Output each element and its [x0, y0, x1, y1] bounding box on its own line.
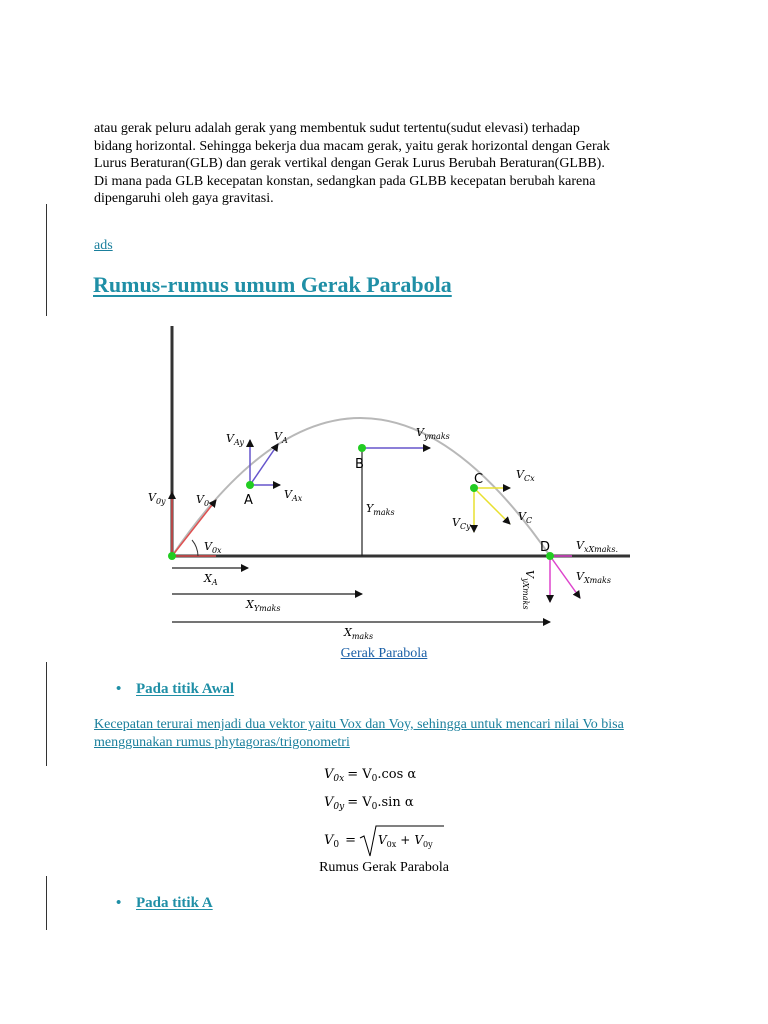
xmaks-label: $X_{maks}$ — [344, 626, 374, 641]
bullet-dot: • — [116, 895, 122, 911]
vxmaks-label: $V_{Xmaks}$ — [576, 570, 611, 585]
angle-arc — [192, 540, 198, 556]
vcx-label: $V_{Cx}$ — [516, 468, 535, 483]
vyxmaks-label: $V_{yXmaks}$ — [521, 570, 536, 610]
figure-caption-link[interactable]: Gerak Parabola — [340, 646, 428, 661]
vcy-label: $V_{Cy}$ — [452, 516, 471, 531]
ymaks-label: $Y_{maks}$ — [366, 502, 395, 517]
intro-line-2: bidang horizontal. Sehingga bekerja dua macam gerak, yaitu gerak horizontal dengan Gerak — [94, 138, 610, 154]
point-b-dot — [358, 444, 366, 452]
intro-line-5: dipengaruhi oleh gaya gravitasi. — [94, 191, 274, 206]
point-b-label: B — [355, 457, 364, 472]
bullet-dot: • — [116, 681, 122, 697]
ads-link[interactable]: ads — [94, 238, 113, 253]
point-c-label: C — [474, 472, 484, 487]
xymaks-label: $X_{Ymaks}$ — [246, 598, 281, 613]
v0y-label: $V_{0y}$ — [148, 491, 166, 506]
intro-line-3: Lurus Beraturan(GLB) dan gerak vertikal dengan Gerak Lurus Berubah Beraturan(GLBB). — [94, 156, 605, 171]
bullet-pada-titik-awal[interactable] — [116, 681, 234, 698]
vxxmaks-label: $V_{xXmaks.}$ — [576, 539, 619, 554]
vymaks-label: $V_{ymaks}$ — [416, 426, 450, 441]
vc-vector — [474, 488, 510, 524]
va-vector — [250, 444, 278, 485]
formula-v0-lhs: $V_0$ = — [324, 833, 357, 850]
vc-label: $V_C$ — [518, 510, 533, 525]
bullet-text: Pada titik Awal — [136, 681, 235, 697]
point-a-dot — [246, 481, 254, 489]
v0-label: $V_0$ — [196, 493, 210, 508]
intro-line-1: atau gerak peluru adalah gerak yang membentuk sudut tertentu(sudut elevasi) terhadap — [94, 121, 580, 136]
xa-label: $X_A$ — [204, 572, 218, 587]
formula-v0x: $V_{0x} = V_0.\cos$ α — [324, 767, 417, 784]
bullet-text: Pada titik A — [136, 895, 213, 911]
velocity-paragraph-link[interactable]: Kecepatan terurai menjadi dua vektor yaitu Vox dan Voy, sehingga untuk mencari nilai Vo bisa menggunakan rumus phytagoras/trigonometri — [94, 717, 624, 750]
vay-label: $V_{Ay}$ — [226, 432, 244, 447]
point-a-label: A — [244, 493, 253, 508]
margin-bar-1 — [46, 204, 47, 316]
intro-paragraph — [94, 120, 684, 208]
vax-label: $V_{Ax}$ — [284, 488, 303, 503]
section-heading[interactable]: Rumus-rumus umum Gerak Parabola — [93, 272, 452, 297]
v0x-label: $V_{0x}$ — [204, 540, 222, 555]
formula-caption: Rumus Gerak Parabola — [319, 860, 449, 875]
point-d-label: D — [540, 540, 551, 555]
margin-bar-2 — [46, 662, 47, 766]
margin-bar-3 — [46, 876, 47, 930]
formula-v0y: $V_{0y} = V_0.\sin$ α — [324, 795, 414, 812]
va-label: $V_A$ — [274, 430, 288, 445]
bullet-pada-titik-a[interactable] — [116, 895, 213, 912]
formula-v0-radicand: $V_{0x} + V_{0y}$ — [378, 833, 433, 849]
formula-block — [320, 764, 460, 860]
intro-line-4: Di mana pada GLB kecepatan konstan, sedangkan pada GLBB kecepatan berubah karena — [94, 173, 596, 189]
origin-point — [168, 552, 176, 560]
parabola-diagram — [140, 320, 640, 650]
